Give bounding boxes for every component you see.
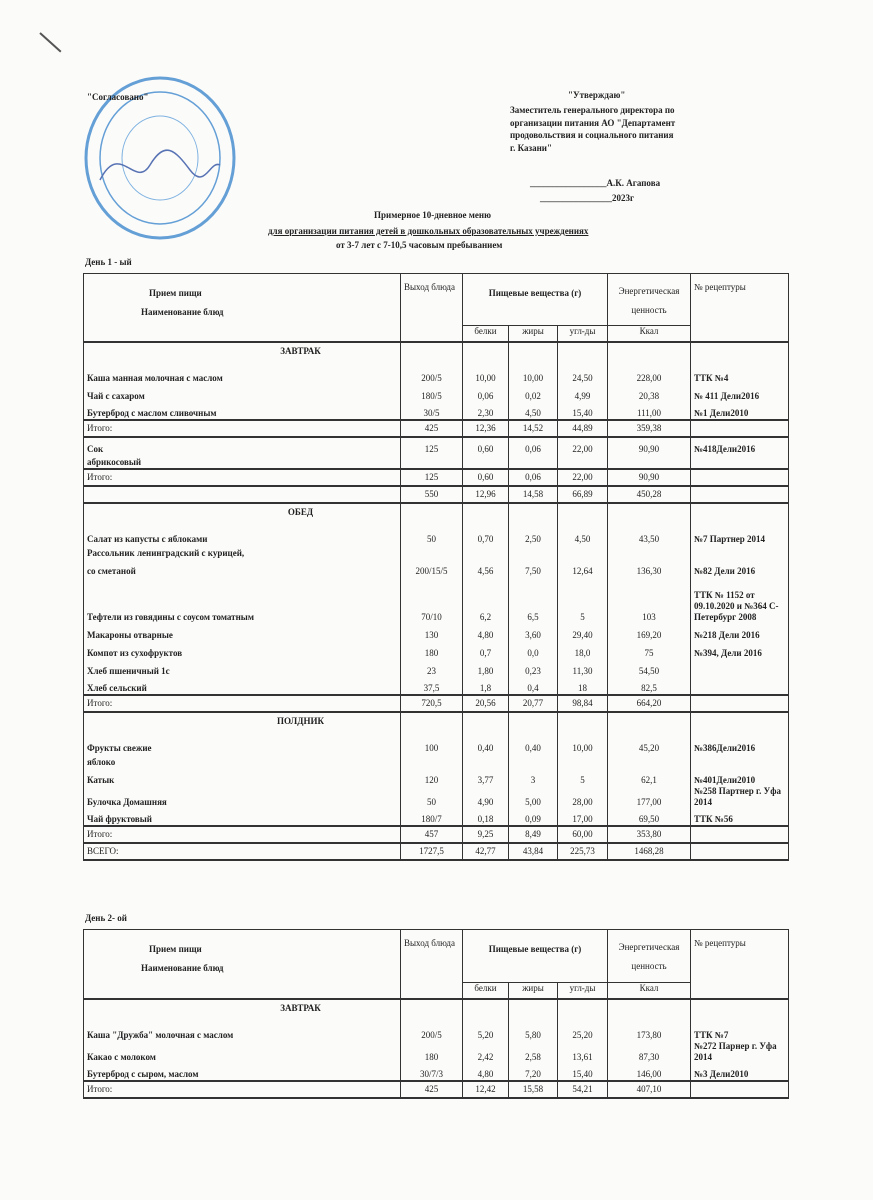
- meal-section-row: [84, 503, 789, 527]
- header-carbs: угл-ды: [558, 326, 608, 342]
- carbs-value: 5: [558, 577, 608, 623]
- carbs-value: 18: [558, 677, 608, 695]
- carbs-value: 18,0: [558, 641, 608, 659]
- fat-value: 14,52: [509, 420, 558, 437]
- header-meal: Прием пищи: [149, 288, 202, 298]
- recipe-number: [691, 695, 789, 712]
- approve-label: "Утверждаю": [568, 90, 626, 100]
- header-recipe: № рецептуры: [691, 274, 789, 342]
- carbs-value: 25,20: [558, 1023, 608, 1041]
- kcal-value: 103: [608, 577, 691, 623]
- dish-row: [84, 768, 789, 786]
- fat-value: 4,50: [509, 402, 558, 420]
- protein-value: 20,56: [463, 695, 509, 712]
- recipe-number: №7 Партнер 2014: [691, 527, 789, 545]
- dish-yield: 30/5: [401, 402, 463, 420]
- dish-yield: [401, 754, 463, 768]
- dish-yield: 120: [401, 768, 463, 786]
- meal-section-title: ЗАВТРАК: [84, 999, 401, 1023]
- fat-value: 0,23: [509, 659, 558, 677]
- meal-section-title: ОБЕД: [84, 503, 401, 527]
- dish-yield: 50: [401, 527, 463, 545]
- dish-name: Итого:: [84, 1081, 401, 1098]
- recipe-number: [691, 1081, 789, 1098]
- fat-value: 0,4: [509, 677, 558, 695]
- dish-yield: 200/15/5: [401, 559, 463, 577]
- dish-name: Хлеб сельский: [84, 677, 401, 695]
- fat-value: 0,0: [509, 641, 558, 659]
- meal-section-row: [84, 342, 789, 366]
- document-subtitle: для организации питания детей в дошкольных образовательных учреждениях: [268, 226, 589, 236]
- kcal-value: [608, 754, 691, 768]
- carbs-value: 24,50: [558, 366, 608, 384]
- fat-value: 0,09: [509, 808, 558, 826]
- kcal-value: 75: [608, 641, 691, 659]
- dish-name: Каша манная молочная с маслом: [84, 366, 401, 384]
- dish-row: [84, 641, 789, 659]
- fat-value: 3: [509, 768, 558, 786]
- fat-value: [509, 455, 558, 469]
- menu-table-day-1: [83, 273, 789, 861]
- dish-yield: 457: [401, 826, 463, 843]
- dish-row: [84, 402, 789, 420]
- dish-name: яблоко: [84, 754, 401, 768]
- dish-row: [84, 808, 789, 826]
- dish-yield: 70/10: [401, 577, 463, 623]
- meal-section-row: [84, 999, 789, 1023]
- carbs-value: 44,89: [558, 420, 608, 437]
- dish-name: Чай фруктовый: [84, 808, 401, 826]
- kcal-value: 82,5: [608, 677, 691, 695]
- dish-name: Салат из капусты с яблоками: [84, 527, 401, 545]
- protein-value: 9,25: [463, 826, 509, 843]
- header-protein: белки: [463, 983, 509, 999]
- protein-value: 0,60: [463, 437, 509, 455]
- dish-name: Сок: [84, 437, 401, 455]
- dish-name: абрикосовый: [84, 455, 401, 469]
- protein-value: 6,2: [463, 577, 509, 623]
- total-row: [84, 469, 789, 486]
- header-yield: Выход блюда: [401, 274, 463, 342]
- carbs-value: 11,30: [558, 659, 608, 677]
- approver-line: продовольствия и социального питания: [510, 130, 674, 140]
- dish-row: [84, 736, 789, 754]
- dish-yield: 180: [401, 641, 463, 659]
- dish-yield: [401, 545, 463, 559]
- kcal-value: [608, 455, 691, 469]
- header-recipe: № рецептуры: [691, 930, 789, 999]
- menu-table-day-2: [83, 929, 789, 1099]
- protein-value: 0,7: [463, 641, 509, 659]
- day-label: День 2- ой: [85, 913, 127, 923]
- dish-row: [84, 786, 789, 808]
- carbs-value: [558, 455, 608, 469]
- fat-value: [509, 545, 558, 559]
- dish-yield: 125: [401, 437, 463, 455]
- total-row: [84, 695, 789, 712]
- signer: _________________А.К. Агапова: [530, 178, 661, 188]
- dish-yield: 200/5: [401, 366, 463, 384]
- dish-yield: 130: [401, 623, 463, 641]
- fat-value: 6,5: [509, 577, 558, 623]
- dish-yield: 425: [401, 420, 463, 437]
- dish-yield: 180/7: [401, 808, 463, 826]
- dish-row: [84, 677, 789, 695]
- recipe-number: №218 Дели 2016: [691, 623, 789, 641]
- protein-value: 4,90: [463, 786, 509, 808]
- recipe-number: №258 Партнер г. Уфа 2014: [691, 786, 789, 808]
- fat-value: 20,77: [509, 695, 558, 712]
- carbs-value: 4,99: [558, 384, 608, 402]
- header-meal-dish: [84, 930, 401, 999]
- dish-row: [84, 1023, 789, 1041]
- kcal-value: 1468,28: [608, 843, 691, 860]
- dish-name: Каша "Дружба" молочная с маслом: [84, 1023, 401, 1041]
- dish-name: Тефтели из говядины с соусом томатным: [84, 577, 401, 623]
- protein-value: [463, 455, 509, 469]
- dish-row: [84, 559, 789, 577]
- total-row: [84, 843, 789, 860]
- recipe-number: №82 Дели 2016: [691, 559, 789, 577]
- recipe-number: ТТК №7: [691, 1023, 789, 1041]
- kcal-value: 353,80: [608, 826, 691, 843]
- recipe-number: ТТК №4: [691, 366, 789, 384]
- approver-title: [510, 104, 675, 154]
- fat-value: 0,06: [509, 437, 558, 455]
- dish-yield: 720,5: [401, 695, 463, 712]
- carbs-value: 28,00: [558, 786, 608, 808]
- total-row: [84, 486, 789, 503]
- protein-value: [463, 545, 509, 559]
- protein-value: 0,40: [463, 736, 509, 754]
- fat-value: 8,49: [509, 826, 558, 843]
- recipe-number: №394, Дели 2016: [691, 641, 789, 659]
- dish-name: Фрукты свежие: [84, 736, 401, 754]
- fat-value: 0,02: [509, 384, 558, 402]
- protein-value: 1,8: [463, 677, 509, 695]
- carbs-value: 15,40: [558, 402, 608, 420]
- protein-value: 12,42: [463, 1081, 509, 1098]
- kcal-value: 407,10: [608, 1081, 691, 1098]
- header-energy: [608, 274, 691, 326]
- protein-value: 12,36: [463, 420, 509, 437]
- header-carbs: угл-ды: [558, 983, 608, 999]
- header-fat: жиры: [509, 983, 558, 999]
- kcal-value: 664,20: [608, 695, 691, 712]
- dish-name: Чай с сахаром: [84, 384, 401, 402]
- kcal-value: 111,00: [608, 402, 691, 420]
- kcal-value: [608, 545, 691, 559]
- fat-value: 0,06: [509, 469, 558, 486]
- carbs-value: 12,64: [558, 559, 608, 577]
- fat-value: 0,40: [509, 736, 558, 754]
- protein-value: 0,70: [463, 527, 509, 545]
- kcal-value: 87,30: [608, 1041, 691, 1063]
- dish-name: Бутерброд с сыром, маслом: [84, 1063, 401, 1081]
- dish-name: Макароны отварные: [84, 623, 401, 641]
- header-energy-2: ценность: [631, 961, 667, 971]
- header-protein: белки: [463, 326, 509, 342]
- recipe-number: [691, 469, 789, 486]
- recipe-number: №386Дели2016: [691, 736, 789, 754]
- protein-value: 3,77: [463, 768, 509, 786]
- dish-name: [84, 486, 401, 503]
- kcal-value: 69,50: [608, 808, 691, 826]
- carbs-value: 225,73: [558, 843, 608, 860]
- dish-yield: 125: [401, 469, 463, 486]
- dish-yield: 50: [401, 786, 463, 808]
- recipe-number: [691, 420, 789, 437]
- carbs-value: 60,00: [558, 826, 608, 843]
- kcal-value: 90,90: [608, 437, 691, 455]
- fat-value: 5,80: [509, 1023, 558, 1041]
- recipe-number: №401Дели2010: [691, 768, 789, 786]
- recipe-number: №3 Дели2010: [691, 1063, 789, 1081]
- dish-name: Хлеб пшеничный 1с: [84, 659, 401, 677]
- dish-name: Булочка Домашняя: [84, 786, 401, 808]
- header-meal-dish: [84, 274, 401, 342]
- carbs-value: 29,40: [558, 623, 608, 641]
- scan-mark: [39, 32, 61, 52]
- protein-value: 12,96: [463, 486, 509, 503]
- dish-row: [84, 455, 789, 469]
- header-dish: Наименование блюд: [141, 307, 224, 317]
- dish-yield: 200/5: [401, 1023, 463, 1041]
- recipe-number: [691, 659, 789, 677]
- recipe-number: [691, 545, 789, 559]
- total-row: [84, 1081, 789, 1098]
- recipe-number: №272 Парнер г. Уфа 2014: [691, 1041, 789, 1063]
- protein-value: 4,80: [463, 1063, 509, 1081]
- fat-value: 15,58: [509, 1081, 558, 1098]
- kcal-value: 54,50: [608, 659, 691, 677]
- dish-yield: 1727,5: [401, 843, 463, 860]
- dish-row: [84, 1041, 789, 1063]
- kcal-value: 450,28: [608, 486, 691, 503]
- carbs-value: 22,00: [558, 437, 608, 455]
- dish-name: Бутерброд с маслом сливочным: [84, 402, 401, 420]
- meal-section-row: [84, 712, 789, 736]
- carbs-value: 10,00: [558, 736, 608, 754]
- approver-line: г. Казани": [510, 142, 552, 153]
- recipe-number: [691, 754, 789, 768]
- kcal-value: 20,38: [608, 384, 691, 402]
- fat-value: 2,50: [509, 527, 558, 545]
- header-fat: жиры: [509, 326, 558, 342]
- dish-yield: 180: [401, 1041, 463, 1063]
- dish-row: [84, 659, 789, 677]
- dish-row: [84, 577, 789, 623]
- recipe-number: [691, 843, 789, 860]
- dish-row: [84, 384, 789, 402]
- meal-section-title: ЗАВТРАК: [84, 342, 401, 366]
- fat-value: 2,58: [509, 1041, 558, 1063]
- fat-value: 43,84: [509, 843, 558, 860]
- kcal-value: 62,1: [608, 768, 691, 786]
- header-yield: Выход блюда: [401, 930, 463, 999]
- protein-value: 0,18: [463, 808, 509, 826]
- document-title: Примерное 10-дневное меню: [374, 210, 491, 220]
- dish-name: Катык: [84, 768, 401, 786]
- dish-yield: 180/5: [401, 384, 463, 402]
- kcal-value: 173,80: [608, 1023, 691, 1041]
- recipe-number: [691, 486, 789, 503]
- carbs-value: 5: [558, 768, 608, 786]
- kcal-value: 169,20: [608, 623, 691, 641]
- dish-name: Итого:: [84, 695, 401, 712]
- header-meal: Прием пищи: [149, 944, 202, 954]
- carbs-value: 54,21: [558, 1081, 608, 1098]
- day-label: День 1 - ый: [85, 257, 132, 267]
- protein-value: 4,80: [463, 623, 509, 641]
- approval-date: ________________2023г: [540, 193, 635, 203]
- dish-yield: 23: [401, 659, 463, 677]
- dish-name: Рассольник ленинградский с курицей,: [84, 545, 401, 559]
- carbs-value: 98,84: [558, 695, 608, 712]
- carbs-value: 17,00: [558, 808, 608, 826]
- header-nutrients: Пищевые вещества (г): [463, 274, 608, 326]
- dish-name: Итого:: [84, 420, 401, 437]
- agreed-label: "Согласовано": [87, 92, 149, 102]
- dish-yield: 425: [401, 1081, 463, 1098]
- protein-value: 10,00: [463, 366, 509, 384]
- protein-value: 2,30: [463, 402, 509, 420]
- fat-value: 7,20: [509, 1063, 558, 1081]
- dish-yield: [401, 455, 463, 469]
- dish-name: Компот из сухофруктов: [84, 641, 401, 659]
- approver-line: организации питания АО "Департамент: [510, 117, 676, 128]
- kcal-value: 146,00: [608, 1063, 691, 1081]
- dish-name: Какао с молоком: [84, 1041, 401, 1063]
- dish-yield: 550: [401, 486, 463, 503]
- protein-value: 0,60: [463, 469, 509, 486]
- dish-name: Итого:: [84, 826, 401, 843]
- carbs-value: 66,89: [558, 486, 608, 503]
- dish-row: [84, 754, 789, 768]
- kcal-value: 43,50: [608, 527, 691, 545]
- document-subtitle-2: от 3-7 лет с 7-10,5 часовым пребыванием: [336, 240, 503, 250]
- protein-value: 42,77: [463, 843, 509, 860]
- header-energy-1: Энергетическая: [618, 942, 680, 952]
- kcal-value: 228,00: [608, 366, 691, 384]
- dish-name: со сметаной: [84, 559, 401, 577]
- dish-row: [84, 623, 789, 641]
- fat-value: 3,60: [509, 623, 558, 641]
- kcal-value: 177,00: [608, 786, 691, 808]
- carbs-value: 4,50: [558, 527, 608, 545]
- protein-value: 0,06: [463, 384, 509, 402]
- protein-value: [463, 754, 509, 768]
- dish-yield: 100: [401, 736, 463, 754]
- total-row: [84, 826, 789, 843]
- recipe-number: [691, 826, 789, 843]
- kcal-value: 45,20: [608, 736, 691, 754]
- kcal-value: 136,30: [608, 559, 691, 577]
- header-energy-2: ценность: [631, 305, 667, 315]
- protein-value: 1,80: [463, 659, 509, 677]
- fat-value: [509, 754, 558, 768]
- dish-name: Итого:: [84, 469, 401, 486]
- header-kcal: Ккал: [608, 326, 691, 342]
- protein-value: 2,42: [463, 1041, 509, 1063]
- fat-value: 10,00: [509, 366, 558, 384]
- carbs-value: 22,00: [558, 469, 608, 486]
- header-nutrients: Пищевые вещества (г): [463, 930, 608, 983]
- recipe-number: №418Дели2016: [691, 437, 789, 455]
- dish-yield: 30/7/3: [401, 1063, 463, 1081]
- protein-value: 5,20: [463, 1023, 509, 1041]
- recipe-number: ТТК №56: [691, 808, 789, 826]
- carbs-value: [558, 754, 608, 768]
- kcal-value: 359,38: [608, 420, 691, 437]
- dish-row: [84, 437, 789, 455]
- recipe-number: № 411 Дели2016: [691, 384, 789, 402]
- header-energy: [608, 930, 691, 983]
- fat-value: 14,58: [509, 486, 558, 503]
- dish-name: ВСЕГО:: [84, 843, 401, 860]
- fat-value: 5,00: [509, 786, 558, 808]
- carbs-value: 13,61: [558, 1041, 608, 1063]
- carbs-value: 15,40: [558, 1063, 608, 1081]
- meal-section-title: ПОЛДНИК: [84, 712, 401, 736]
- fat-value: 7,50: [509, 559, 558, 577]
- protein-value: 4,56: [463, 559, 509, 577]
- recipe-number: [691, 677, 789, 695]
- dish-row: [84, 366, 789, 384]
- recipe-number: ТТК № 1152 от 09.10.2020 и №364 С-Петербург 2008: [691, 577, 789, 623]
- total-row: [84, 420, 789, 437]
- header-dish: Наименование блюд: [141, 963, 224, 973]
- carbs-value: [558, 545, 608, 559]
- dish-row: [84, 1063, 789, 1081]
- recipe-number: [691, 455, 789, 469]
- dish-row: [84, 545, 789, 559]
- kcal-value: 90,90: [608, 469, 691, 486]
- approver-line: Заместитель генерального директора по: [510, 105, 675, 115]
- dish-row: [84, 527, 789, 545]
- recipe-number: №1 Дели2010: [691, 402, 789, 420]
- dish-yield: 37,5: [401, 677, 463, 695]
- header-kcal: Ккал: [608, 983, 691, 999]
- header-energy-1: Энергетическая: [618, 286, 680, 296]
